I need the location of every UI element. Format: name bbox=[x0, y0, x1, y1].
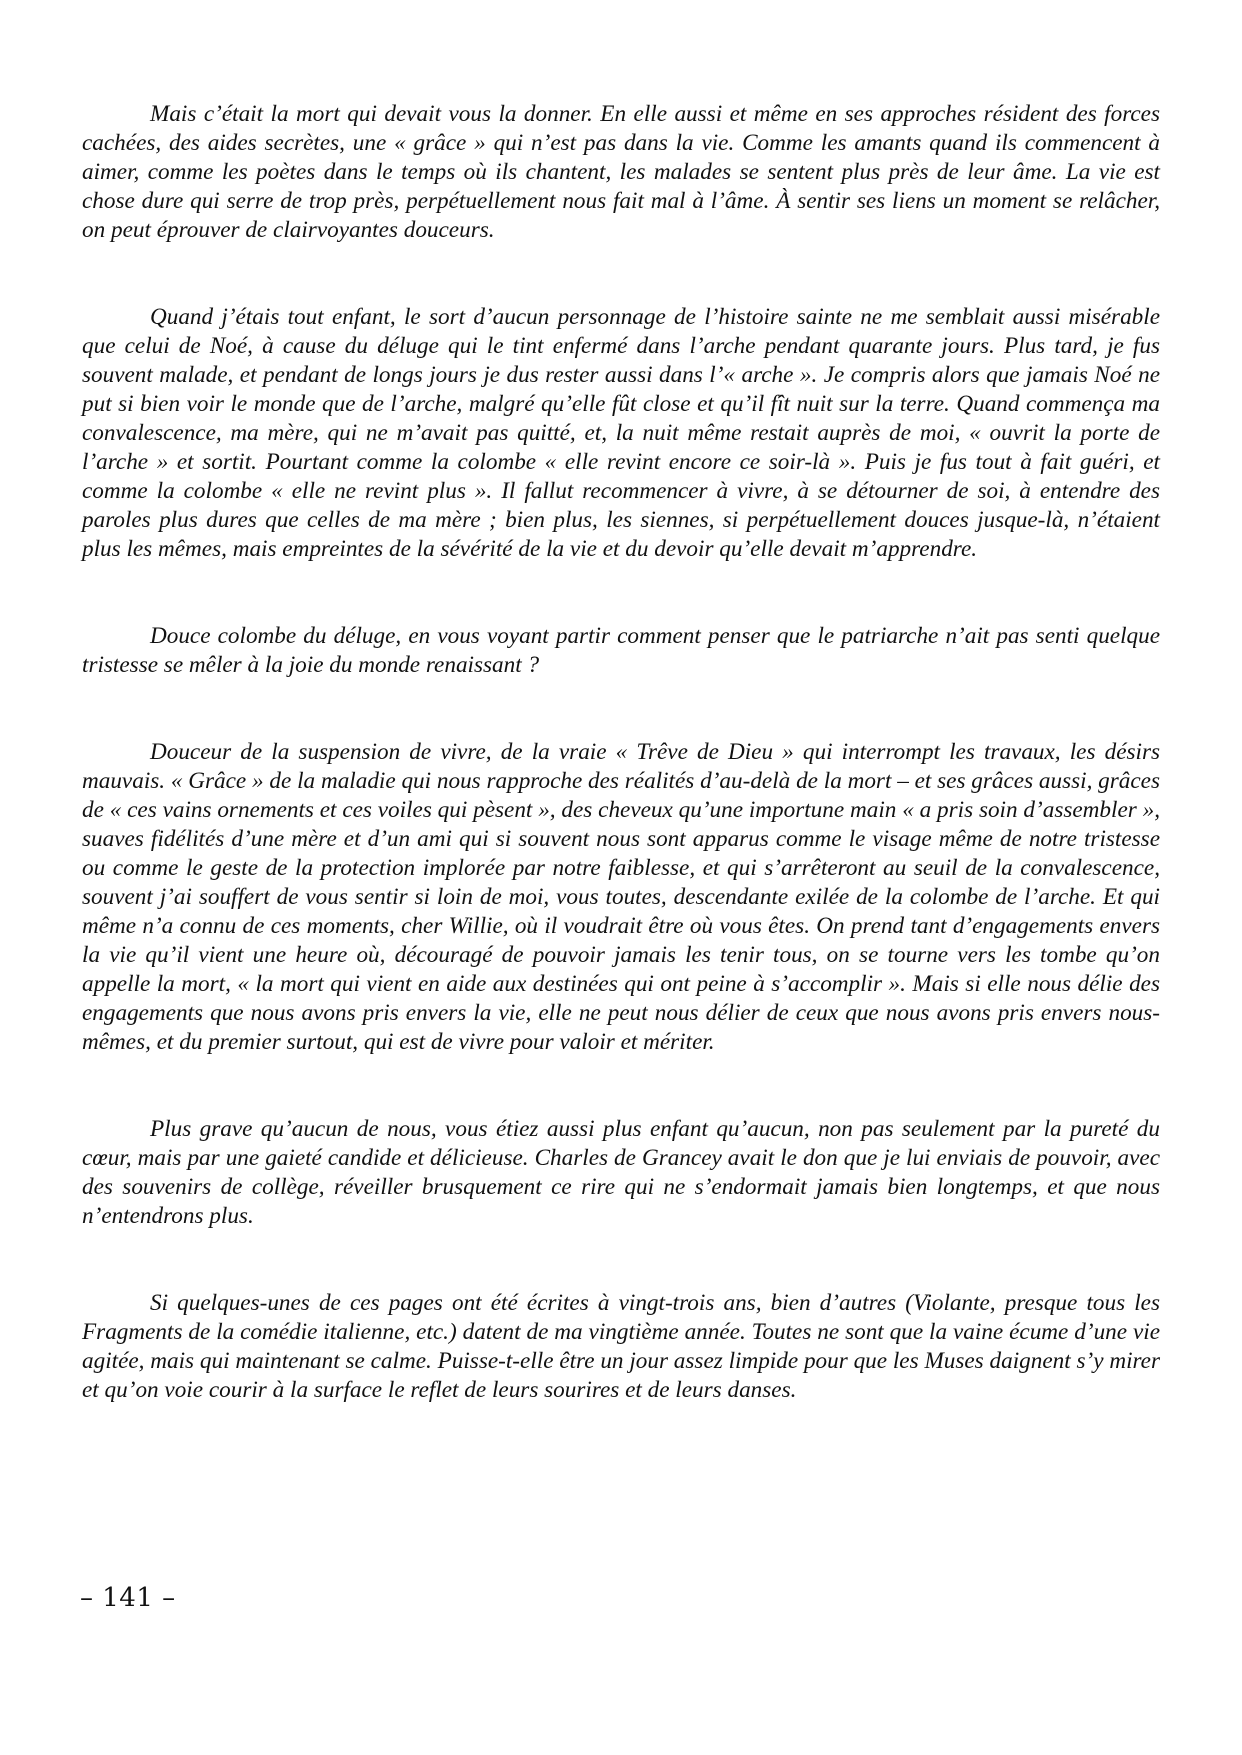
paragraph-gap bbox=[82, 1057, 1160, 1115]
paragraph-6: Si quelques-unes de ces pages ont été écrites à vingt-trois ans, bien d’autres (Violante, presque tous les Fragments de la comédie italienne, etc.) datent de ma vingtième année. Toutes ne sont que la vaine écume d’une vie agitée, mais qui maintenant se calme. Puisse-t-elle être un jour assez limpide pour que les Muses daignent s’y mirer et qu’on voie courir à la surface le reflet de leurs sourires et de leurs danses. bbox=[82, 1290, 1160, 1403]
paragraph-4: Douceur de la suspension de vivre, de la vraie « Trêve de Dieu » qui interrompt les travaux, les désirs mauvais. « Grâce » de la maladie qui nous rapproche des réalités d’au-delà de la mort – et ses grâces aussi, grâces de « ces vains ornements et ces voiles qui pèsent », des cheveux qu’une importune main « a pris soin d’assembler », suaves fidélités d’une mère et d’un ami qui si souvent nous sont apparus comme le visage même de notre tristesse ou comme le geste de la protection implorée par notre faiblesse, et qui s’arrêteront au seuil de la convalescence, souvent j’ai souffert de vous sentir si loin de moi, vous toutes, descendante exilée de la colombe de l’arche. Et qui même n’a connu de ces moments, cher Willie, où il voudrait être où vous êtes. On prend tant d’engagements envers la vie qu’il vient une heure où, découragé de pouvoir jamais les tenir tous, on se tourne vers les tombe qu’on appelle la mort, « la mort qui vient en aide aux destinées qui ont peine à s’accomplir ». Mais si elle nous délie des engagements que nous avons pris envers la vie, elle ne peut nous délier de ceux que nous avons pris envers nous-mêmes, et du premier surtout, qui est de vivre pour valoir et mériter. bbox=[82, 739, 1160, 1055]
paragraph-gap bbox=[82, 245, 1160, 303]
paragraph-3: Douce colombe du déluge, en vous voyant partir comment penser que le patriarche n’ait pas senti quelque tristesse se mêler à la joie du monde renaissant ? bbox=[82, 623, 1160, 678]
paragraph-gap bbox=[82, 680, 1160, 738]
paragraph-1: Mais c’était la mort qui devait vous la donner. En elle aussi et même en ses approches résident des forces cachées, des aides secrètes, une « grâce » qui n’est pas dans la vie. Comme les amants quand ils commencent à aimer, comme les poètes dans le temps où ils chantent, les malades se sentent plus près de leur âme. La vie est chose dure qui serre de trop près, perpétuellement nous fait mal à l’âme. À sentir ses liens un moment se relâcher, on peut éprouver de clairvoyantes douceurs. bbox=[82, 101, 1160, 243]
page-body bbox=[82, 100, 1160, 1405]
paragraph-gap bbox=[82, 564, 1160, 622]
paragraph-5: Plus grave qu’aucun de nous, vous étiez aussi plus enfant qu’aucun, non pas seulement par la pureté du cœur, mais par une gaieté candide et délicieuse. Charles de Grancey avait le don que je lui enviais de pouvoir, avec des souvenirs de collège, réveiller brusquement ce rire qui ne s’endormait jamais bien longtemps, et que nous n’entendrons plus. bbox=[82, 1116, 1160, 1229]
paragraph-gap bbox=[82, 1231, 1160, 1289]
page-number: – 141 – bbox=[80, 1583, 176, 1613]
paragraph-2: Quand j’étais tout enfant, le sort d’aucun personnage de l’histoire sainte ne me semblait aussi misérable que celui de Noé, à cause du déluge qui le tint enfermé dans l’arche pendant quarante jours. Plus tard, je fus souvent malade, et pendant de longs jours je dus rester aussi dans l’« arche ». Je compris alors que jamais Noé ne put si bien voir le monde que de l’arche, malgré qu’elle fût close et qu’il fît nuit sur la terre. Quand commença ma convalescence, ma mère, qui ne m’avait pas quitté, et, la nuit même restait auprès de moi, « ouvrit la porte de l’arche » et sortit. Pourtant comme la colombe « elle revint encore ce soir-là ». Puis je fus tout à fait guéri, et comme la colombe « elle ne revint plus ». Il fallut recommencer à vivre, à se détourner de soi, à entendre des paroles plus dures que celles de ma mère ; bien plus, les siennes, si perpétuellement douces jusque-là, n’étaient plus les mêmes, mais empreintes de la sévérité de la vie et du devoir qu’elle devait m’apprendre. bbox=[82, 304, 1160, 562]
